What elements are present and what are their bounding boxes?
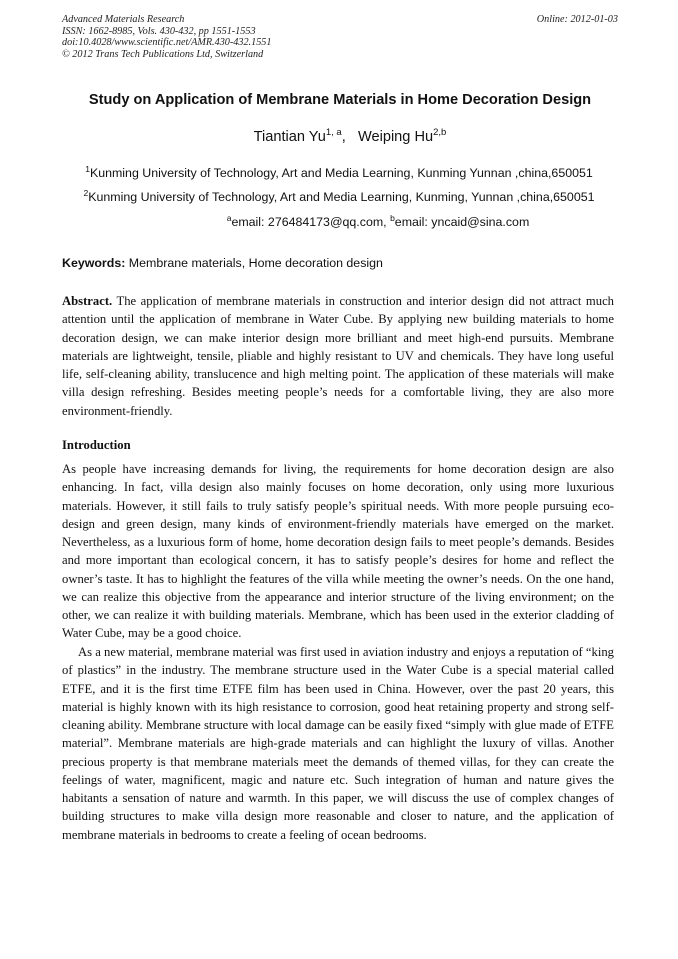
intro-paragraph-1: As people have increasing demands for living, the requirements for home decoration design are also enhancing. In fact, villa design also mainly focuses on home decoration, only using more luxurious materials. However, it still fails to truly satisfy people’s spiritual needs. With more people pursuing eco-design and green design, many kinds of environment-friendly materials have emerged on the market. Nevertheless, as a luxurious form of home, home decoration design fails to meet people’s demands. Besides and more important than ecological concern, it has to satisfy people’s desires for home and reflect the owner’s taste. It has to highlight the features of the villa while meeting the owner’s needs. On the one hand, we can realize this objective from the appearance and interior structure of the living environment; on the other, we can realize it with building materials. Membrane, which has been used in the exterior cladding of Water Cube, may be a good choice.: [62, 462, 614, 641]
affiliation-2: [0, 190, 678, 204]
journal-name: Advanced Materials Research: [62, 14, 185, 25]
keywords-text: Membrane materials, Home decoration design: [125, 256, 383, 270]
journal-header: [62, 14, 618, 60]
email-line: [0, 215, 678, 229]
affiliation-text: Kunming University of Technology, Art and Media Learning, Kunming, Yunnan ,china,650051: [88, 190, 595, 204]
doi-line: doi:10.4028/www.scientific.net/AMR.430-432.1551: [62, 37, 272, 49]
affiliation-superscript: 2: [83, 188, 89, 198]
online-date: Online: 2012-01-03: [536, 14, 618, 25]
affiliation-1: [0, 166, 678, 180]
issn-line: ISSN: 1662-8985, Vols. 430-432, pp 1551-1553: [62, 25, 256, 37]
section-heading: Introduction: [62, 438, 131, 452]
intro-paragraph-2: As a new material, membrane material was first used in aviation industry and enjoys a reputation of “king of plastics” in the industry. The membrane structure used in the Water Cube is a special material called ETFE, and it is the first time ETFE film has been used in China. However, over the past 20 years, this material is highly known with its high resistance to corrosion, good heat retaining property and strong self-cleaning ability. Membrane structure with local damage can be easily fixed “simply with glue made of ETFE material”. Membrane materials are high-grade materials and can highlight the luxury of villas. Another precious property is that membrane materials meet the demands of themed villas, for they can create the feelings of water, magnificent, magic and nature etc. Such integration of human and nature gives the habitants a sensation of nature and warmth. In this paper, we will discuss the use of complex changes of building structures to make villa design more reasonable and closer to nature, and the application of membrane materials in bedrooms to create a feeling of ocean bedrooms.: [62, 645, 614, 842]
author-name: Weiping Hu: [357, 129, 434, 145]
author-superscript: 1, a: [325, 127, 342, 138]
copyright-line: © 2012 Trans Tech Publications Ltd, Switzerland: [62, 48, 264, 60]
paper-title: Study on Application of Membrane Materials in Home Decoration Design: [88, 92, 592, 108]
email-superscript: a: [226, 213, 232, 223]
email-text: email: yncaid@sina.com: [394, 215, 530, 229]
author-name: Tiantian Yu: [253, 129, 326, 145]
keywords-label: Keywords:: [62, 256, 126, 270]
abstract-label: Abstract.: [62, 294, 113, 308]
author-separator: ,: [341, 129, 346, 145]
author-superscript: 2,b: [433, 127, 447, 138]
abstract-text: The application of membrane materials in construction and interior design did not attract much attention until the application of membrane in Water Cube. By applying new building materials to home decoration design, we can make interior design more brilliant and meet high-end pursuits. Membrane materials are lightweight, tensile, pliable and highly resistant to UV and chemicals. They have long useful life, self-cleaning ability, translucence and high melting point. The application of these materials will make villa design refreshing. Besides meeting people’s needs for a comfortable living, they are also more environment-friendly.: [62, 294, 614, 418]
author-line: [0, 129, 678, 145]
abstract: [62, 292, 614, 420]
email-superscript: b: [390, 213, 395, 223]
affiliation-text: Kunming University of Technology, Art and Media Learning, Kunming Yunnan ,china,650051: [89, 166, 593, 180]
keywords: [62, 256, 618, 270]
email-text: email: 276484173@qq.com,: [231, 215, 391, 229]
affiliation-superscript: 1: [85, 164, 90, 174]
